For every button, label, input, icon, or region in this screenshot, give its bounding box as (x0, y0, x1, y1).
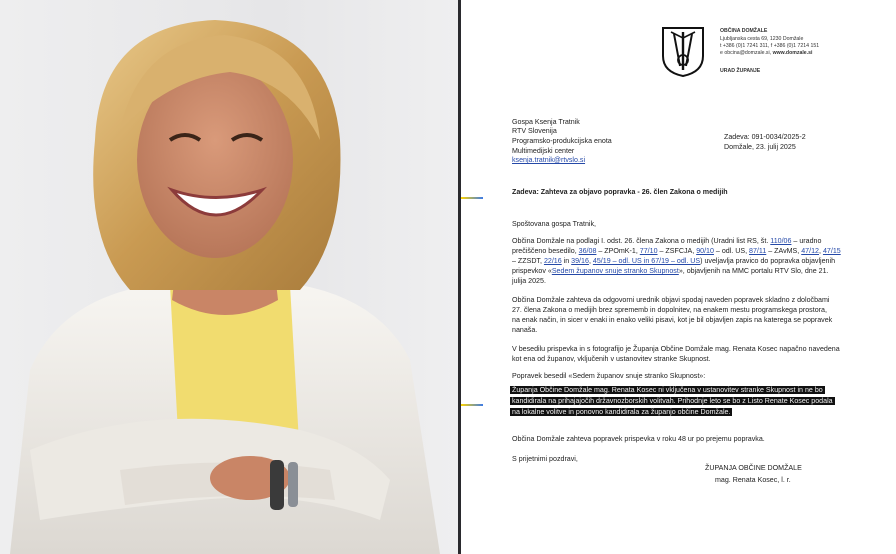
law-link[interactable]: 77/10 (639, 247, 658, 255)
p1-line: prečiščeno besedilo, 36/08 – ZPOmK-1, 77/10 – ZSFCJA, 90/10 – odl. US, 87/11 – ZAvMS, 47/12, 47/15 (512, 247, 841, 255)
law-link[interactable]: 110/06 (770, 237, 792, 245)
letter-page (461, 0, 896, 554)
coat-of-arms-icon (660, 26, 706, 78)
p2-line: na enak način, in sicer v enaki in enako veliki pisavi, kot je bil objavljen zapis na katerega se popravek (512, 316, 833, 324)
correction-intro: Popravek besedil «Sedem županov snuje stranko Skupnost»: (512, 372, 706, 380)
deadline-text: Občina Domžale zahteva popravek prispevka v roku 48 ur po prejemu popravka. (512, 435, 765, 443)
reference-date: Domžale, 23. julij 2025 (724, 143, 796, 151)
letterhead-contact (720, 50, 812, 56)
subject-line: Zadeva: Zahteva za objavo popravka - 26. člen Zakona o medijih (512, 188, 728, 196)
law-link[interactable]: 36/08 (578, 247, 597, 255)
p2-line: nanaša. (512, 326, 538, 334)
p1-line: julija 2025. (512, 277, 546, 285)
law-link[interactable]: 45/19 – odl. US in 67/19 – odl. US (592, 257, 701, 265)
letterhead-email[interactable]: e obcina@domzale.si, (720, 50, 772, 56)
closing: S prijetnimi pozdravi, (512, 455, 578, 463)
salutation: Spoštovana gospa Tratnik, (512, 220, 596, 228)
law-link[interactable]: 47/15 (822, 247, 841, 255)
law-link[interactable]: 90/10 (696, 247, 714, 255)
letterhead-address: Ljubljanska cesta 69, 1230 Domžale (720, 36, 804, 42)
law-link[interactable]: 47/12 (801, 247, 819, 255)
p1-line: prispevkov «Sedem županov snuje stranko Skupnost», objavljenih na MMC portalu RTV Slo, dne 21. (512, 267, 829, 275)
p1-line: – ZZSDT, 22/16 in 39/16, 45/19 – odl. US in 67/19 – odl. US) uveljavlja pravico do popravka objavljenih (512, 257, 836, 265)
side-mark (461, 197, 483, 199)
law-link[interactable]: 22/16 (543, 257, 562, 265)
letterhead-municipality: OBČINA DOMŽALE (720, 28, 768, 34)
correction-line: kandidirala na prihajajočih državnozborskih volitvah. Prihodnje leto se bo z Listo Renate Kosec podala (512, 397, 833, 405)
recipient-line: Gospa Ksenja Tratnik (512, 118, 580, 126)
recipient-line: Multimedijski center (512, 147, 575, 155)
signature-role: ŽUPANJA OBČINE DOMŽALE (705, 464, 802, 472)
recipient-line: Programsko-produkcijska enota (512, 137, 612, 145)
law-link[interactable]: 39/16 (571, 257, 589, 265)
p2-line: Občina Domžale zahteva da odgovorni urednik objavi spodaj naveden popravek skladno z določbami (512, 296, 830, 304)
letterhead-website[interactable]: www.domzale.si (772, 50, 813, 56)
law-link[interactable]: 87/11 (749, 247, 767, 255)
side-mark (461, 404, 483, 406)
p1-line: Občina Domžale na podlagi I. odst. 26. člena Zakona o medijih (Uradni list RS, št. 110/06 – uradno (512, 237, 822, 245)
recipient-email-link[interactable]: ksenja.tratnik@rtvslo.si (512, 156, 586, 164)
p2-line: 27. člena Zakona o medijih brez sprememb in dopolnitev, na enakem mestu programskega prostora, (512, 306, 827, 314)
letterhead-phones: t +386 (0)1 7241 311, f +386 (0)1 7214 151 (720, 43, 820, 49)
article-link[interactable]: Sedem županov snuje stranko Skupnost (551, 267, 679, 275)
p3-line: V besedilu prispevka in s fotografijo je Županja Občine Domžale mag. Renata Kosec napačno navedena (512, 345, 840, 353)
correction-line: Županja Občine Domžale mag. Renata Kosec ni vključena v ustanovitev stranke Skupnost in ne bo (512, 386, 823, 394)
reference-number: Zadeva: 091-0034/2025-2 (724, 133, 806, 141)
correction-line: na lokalne volitve in ponovno kandidirala za županjo občine Domžale. (512, 408, 731, 416)
signature-name: mag. Renata Kosec, l. r. (715, 476, 791, 484)
p3-line: kot ena od županov, vključenih v ustanovitev stranke Skupnost. (512, 355, 711, 363)
letterhead-office: URAD ŽUPANJE (720, 68, 761, 74)
recipient-line: RTV Slovenija (512, 127, 557, 135)
